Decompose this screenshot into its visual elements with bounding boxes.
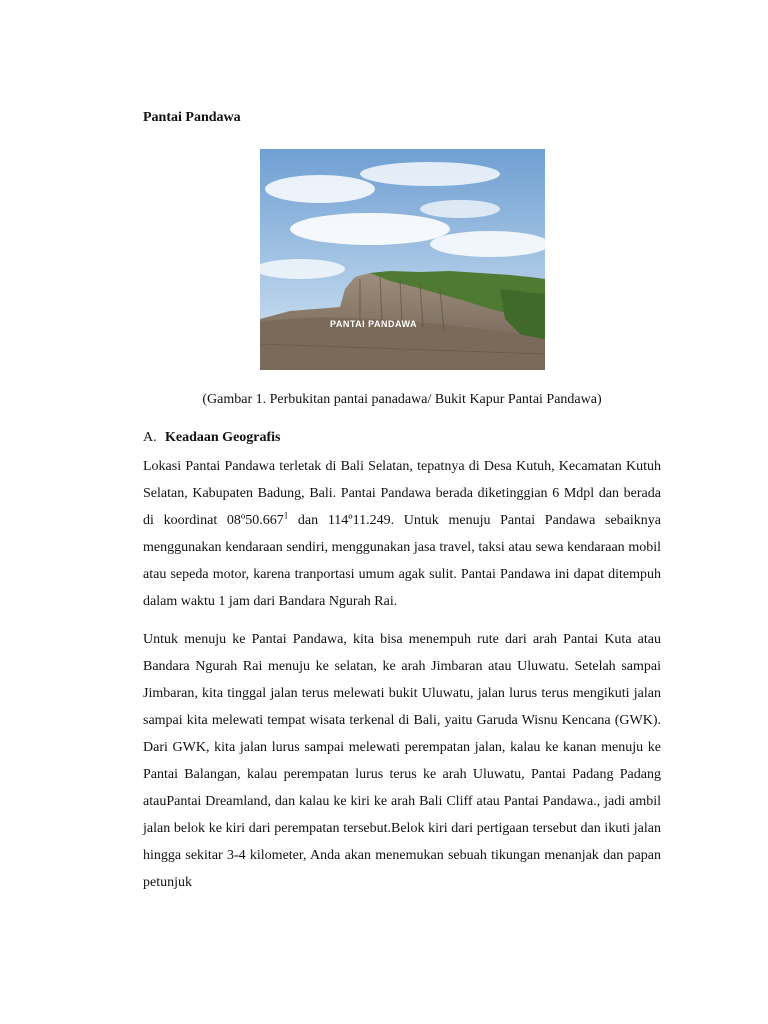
section-letter: A. [143,430,157,445]
footnote-marker[interactable]: 1 [283,510,289,521]
section-heading-text: Keadaan Geografis [165,430,281,445]
paragraph-location [143,453,661,615]
page-title: Pantai Pandawa [143,110,241,125]
cliff-sign-text: PANTAI PANDAWA [330,319,417,329]
figure-caption: (Gambar 1. Perbukitan pantai panadawa/ Bukit Kapur Pantai Pandawa) [202,392,602,407]
paragraph-location-part1: Lokasi Pantai Pandawa terletak di Bali Selatan, tepatnya di Desa Kutuh, Kecamatan Kutuh Selatan, Kabupaten Badung, Bali. Pantai Pandawa berada diketinggian 6 Mdpl dan berada di koordinat 08º50.667 [143,459,661,528]
section-heading [143,430,281,446]
paragraph-location-part2: dan 114º11.249. Untuk menuju Pantai Pandawa sebaiknya menggunakan kendaraan sendiri, menggunakan jasa travel, taksi atau sewa kendaraan mobil atau sepeda motor, karena tranportasi umum agak sulit. Pantai Pandawa ini dapat ditempuh dalam waktu 1 jam dari Bandara Ngurah Rai. [143,513,661,609]
cliff-photo-illustration [260,149,545,370]
paragraph-route: Untuk menuju ke Pantai Pandawa, kita bisa menempuh rute dari arah Pantai Kuta atau Bandara Ngurah Rai menuju ke selatan, ke arah Jimbaran atau Uluwatu. Setelah sampai Jimbaran, kita tinggal jalan terus melewati bukit Uluwatu, jalan lurus terus mengikuti jalan sampai kita melewati tempat wisata terkenal di Bali, yaitu Garuda Wisnu Kencana (GWK). Dari GWK, kita jalan lurus sampai melewati perempatan jalan, kalau ke kanan menuju ke Pantai Balangan, kalau perempatan lurus terus ke arah Uluwatu, Pantai Padang Padang atauPantai Dreamland, dan kalau ke kiri ke arah Bali Cliff atau Pantai Pandawa., jadi ambil jalan belok ke kiri dari perempatan tersebut.Belok kiri dari pertigaan tersebut dan ikuti jalan hingga sekitar 3-4 kilometer, Anda akan menemukan sebuah tikungan menanjak dan papan petunjuk [143,632,661,890]
cliff-photo [260,149,545,370]
